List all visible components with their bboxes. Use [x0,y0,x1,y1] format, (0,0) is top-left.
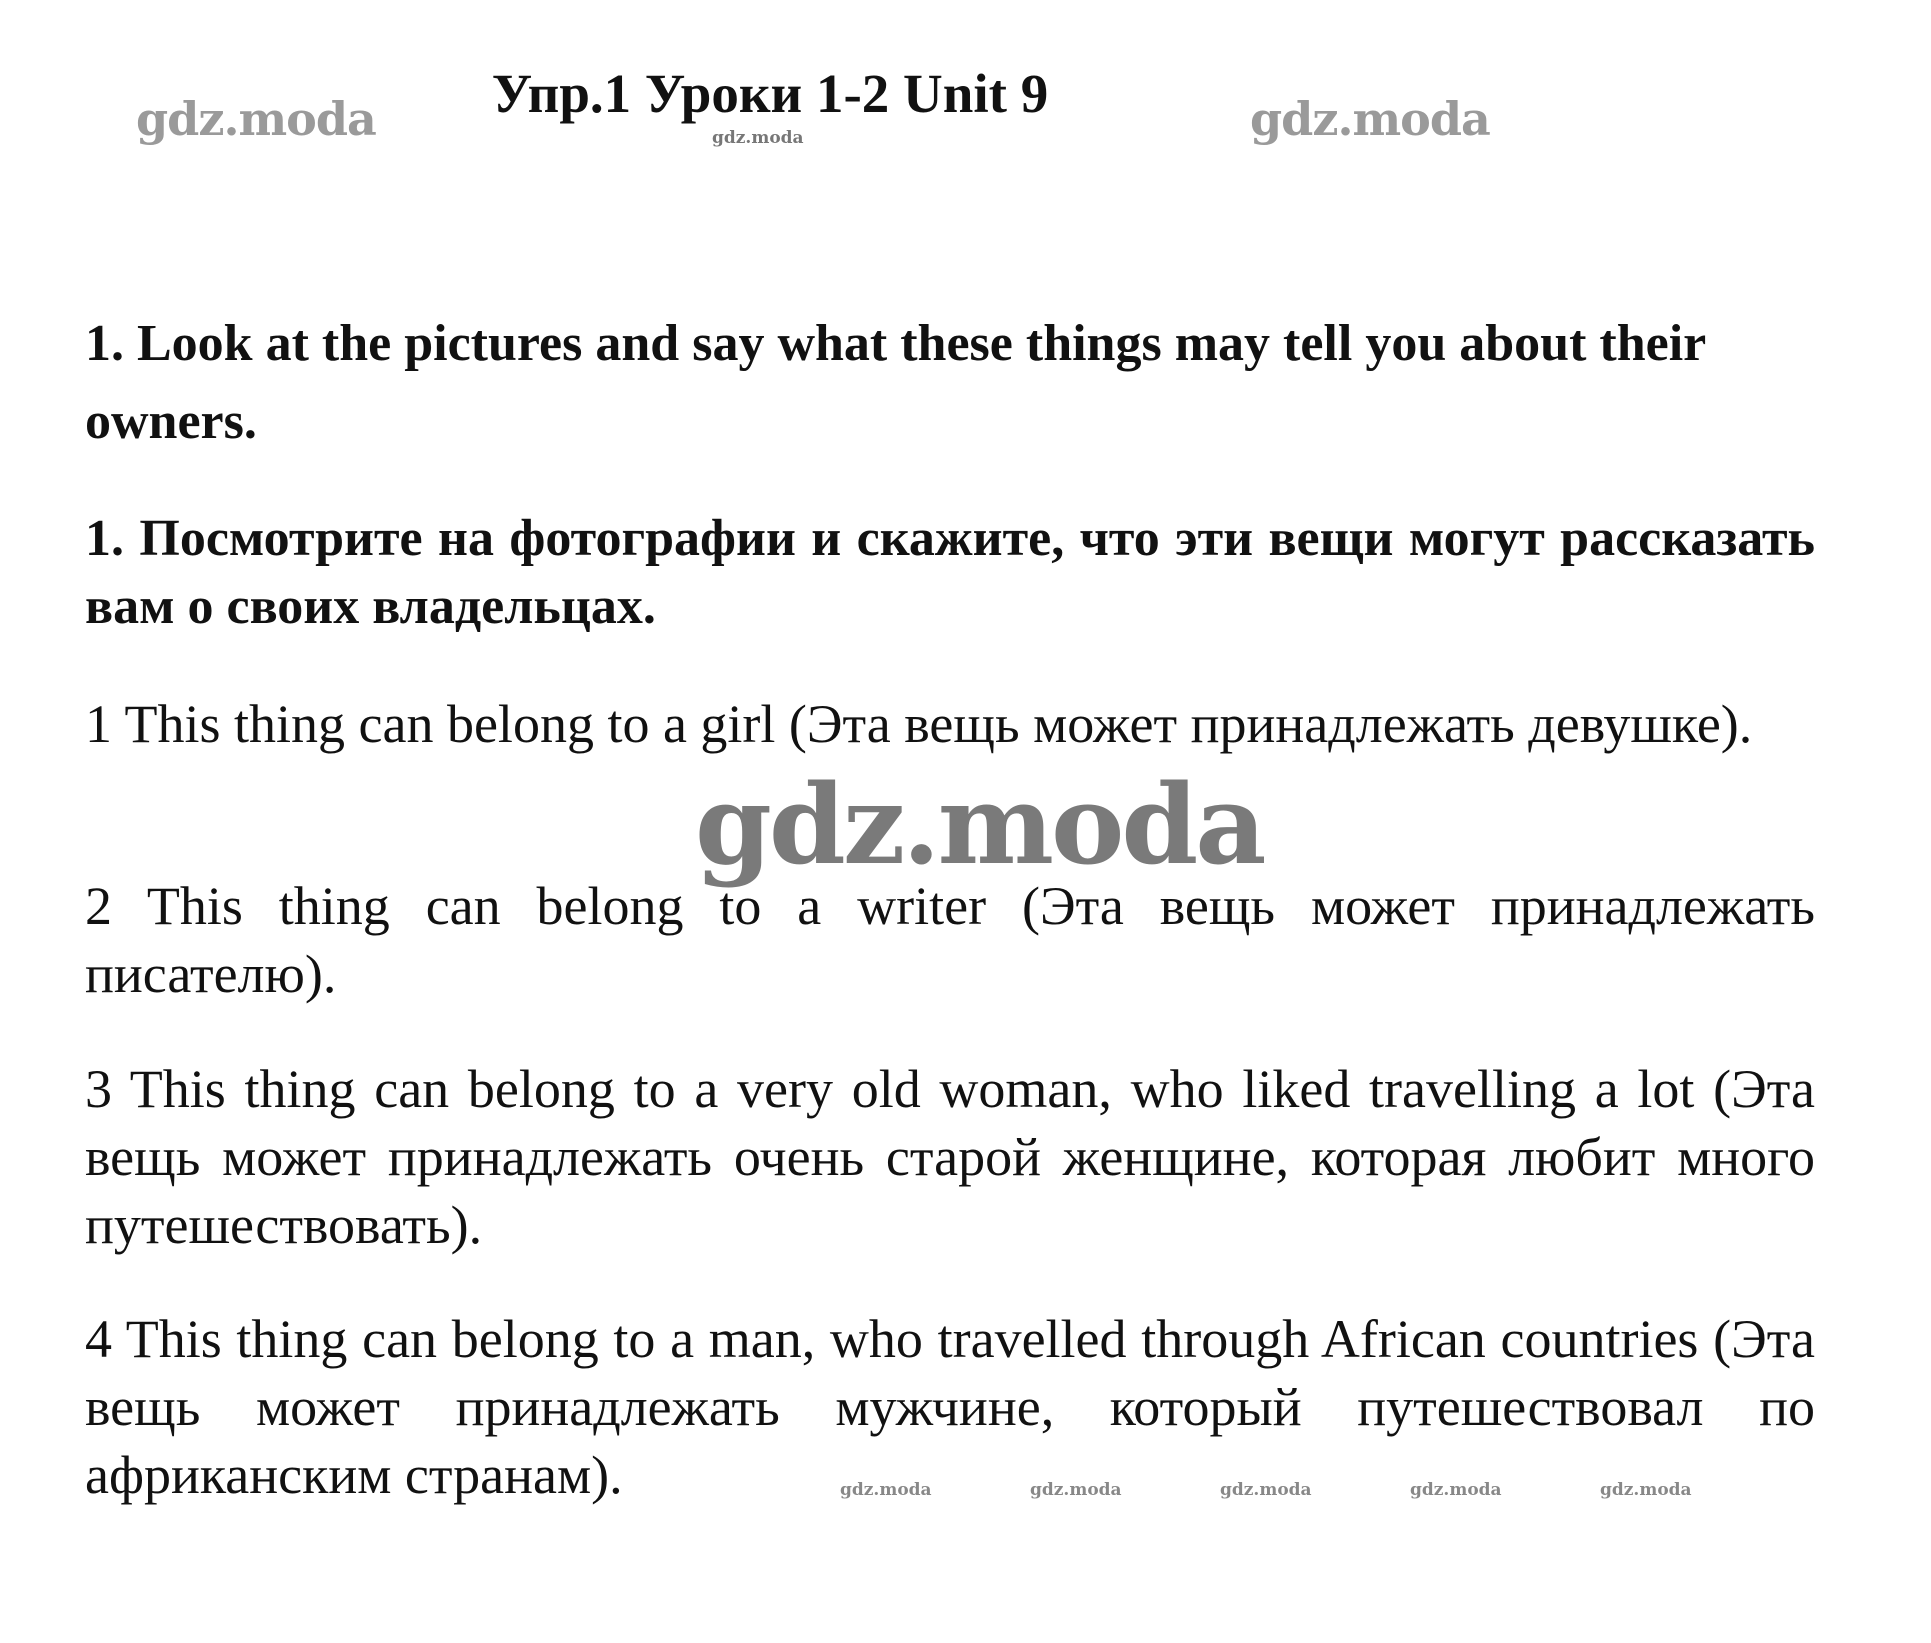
answer-3: 3 This thing can belong to a very old woman, who liked travelling a lot (Эта вещь может принадлежать очень старой женщине, которая любит много путешествовать). [85,1059,1815,1255]
task-heading-ru: 1. Посмотрите на фотографии и скажите, что эти вещи могут рассказать вам о своих владельцах. [85,510,1815,635]
watermark-under-title: gdz.moda [712,128,804,148]
watermark-bottom-4: gdz.moda [1410,1480,1502,1500]
page-title: Упр.1 Уроки 1-2 Unit 9 [491,63,1049,124]
watermark-bottom-5: gdz.moda [1600,1480,1692,1500]
watermark-top-right: gdz.moda [1250,92,1490,146]
answer-2: 2 This thing can belong to a writer (Эта вещь может принадлежать писателю). [85,876,1815,1004]
answer-1: 1 This thing can belong to a girl (Эта вещь может принадлежать девушке). [85,694,1753,754]
task-heading-en: 1. Look at the pictures and say what these things may tell you about their owners. [85,315,1706,450]
watermark-bottom-2: gdz.moda [1030,1480,1122,1500]
watermark-top-left: gdz.moda [136,92,376,146]
answer-4: 4 This thing can belong to a man, who travelled through African countries (Эта вещь может принадлежать мужчине, который путешествовал по африканским странам). [85,1309,1815,1505]
watermark-bottom-1: gdz.moda [840,1480,932,1500]
watermark-center: gdz.moda [695,760,1264,889]
watermark-bottom-3: gdz.moda [1220,1480,1312,1500]
